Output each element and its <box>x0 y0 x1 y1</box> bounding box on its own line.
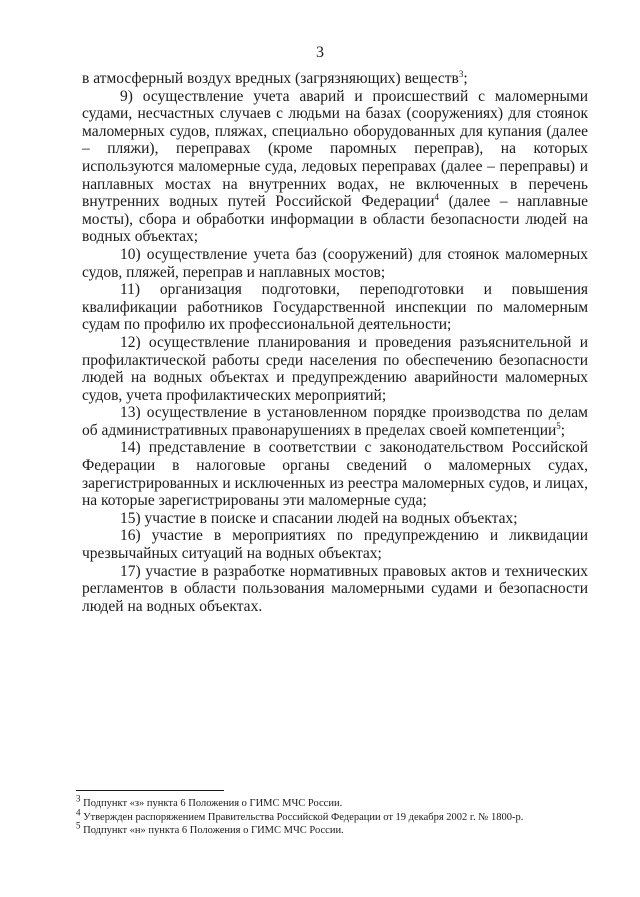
paragraph-text: 17) участие в разработке нормативных правовых актов и технических регламентов в области пользования маломерными судами и безопасности людей на водных объектах. <box>82 562 588 615</box>
paragraph-text: 16) участие в мероприятиях по предупреждению и ликвидации чрезвычайных ситуаций на водных объектах; <box>82 527 588 563</box>
paragraph-tail: ; <box>560 421 566 439</box>
paragraph-text: 13) осуществление в установленном порядке производства по делам об административных правонарушениях в пределах своей компетенции <box>82 404 588 439</box>
footnote-text: Утвержден распоряжением Правительства Российской Федерации от 19 декабря 2002 г. № 1800-р. <box>80 811 524 823</box>
footnotes <box>76 793 596 838</box>
paragraph-text: 15) участие в поиске и спасании людей на водных объектах; <box>120 509 518 527</box>
paragraph-item-11 <box>82 281 588 334</box>
paragraph-text: 10) осуществление учета баз (сооружений) для стоянок маломерных судов, пляжей, переправ и наплавных мостов; <box>82 245 588 281</box>
footnote-text: Подпункт «н» пункта 6 Положения о ГИМС МЧС России. <box>80 825 344 836</box>
footnote-number: 3 <box>76 793 81 804</box>
footnote-4 <box>76 807 596 825</box>
footnote-number: 4 <box>76 807 81 817</box>
footnote-ref: 5 <box>556 420 561 431</box>
paragraph-item-14 <box>82 439 588 509</box>
footnote-text: Подпункт «з» пункта 6 Положения о ГИМС МЧС России. <box>80 798 343 809</box>
paragraph-text: 14) представление в соответствии с законодательством Российской Федерации в налоговые органы сведений о маломерных судах, зарегистрированных и исключенных из реестра маломерных судов, и лицах, на которые зарегистрированы эти маломерные суда; <box>82 439 588 510</box>
footnote-ref: 4 <box>434 192 440 202</box>
footnote-5 <box>76 820 596 838</box>
paragraph-intro <box>82 70 588 88</box>
paragraph-item-13 <box>82 404 588 439</box>
paragraph-text: 12) осуществление планирования и проведения разъяснительной и профилактической работы среди населения по обеспечению безопасности людей на водных объектах и предупреждению аварийности маломерных судов, учета профилактических мероприятий; <box>82 333 588 404</box>
paragraph-text: в атмосферный воздух вредных (загрязняющих) веществ <box>82 70 459 87</box>
footnote-3 <box>76 793 596 811</box>
paragraph-text: 11) организация подготовки, переподготовки и повышения квалификации работников Государственной инспекции по маломерным судам по профилю их профессиональной деятельности; <box>82 281 588 334</box>
paragraph-item-17 <box>82 563 588 616</box>
footnote-ref: 3 <box>458 68 464 79</box>
paragraph-text: 9) осуществление учета аварий и происшествий с маломерными судами, несчастных случаев с людьми на базах (сооружениях) для стоянок маломерных судов, пляжах, специально оборудованных для купания (далее – пляжи), переправах (кроме паромных переправ), на которых используются маломерные суда, ледовых переправах (далее – переправы) и наплавных мостах на внутренних водах, не включенных в перечень внутренних водных путей Российской Федерации <box>82 87 588 211</box>
paragraph-item-12 <box>82 334 588 404</box>
paragraph-item-15 <box>82 510 588 528</box>
page-number: 3 <box>316 44 324 61</box>
paragraph-item-10 <box>82 246 588 281</box>
main-text <box>82 70 588 615</box>
paragraph-tail: (далее – наплавные мосты), сбора и обработки информации в области безопасности людей на водных объектах; <box>82 193 588 246</box>
paragraph-item-9 <box>82 88 588 246</box>
footnote-number: 5 <box>76 820 81 831</box>
paragraph-tail: ; <box>463 70 468 87</box>
footnote-divider <box>76 790 224 791</box>
paragraph-item-16 <box>82 527 588 562</box>
